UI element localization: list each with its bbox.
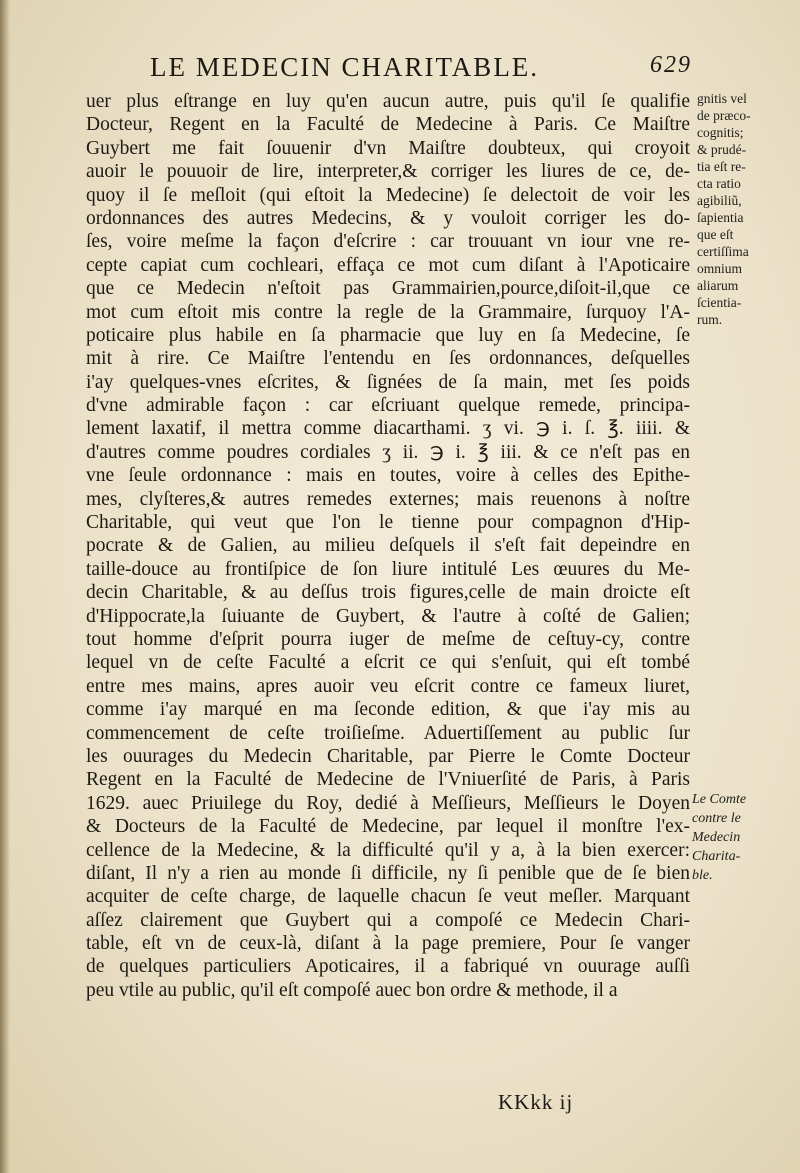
- text-line: ſes, voire meſme la façon d'eſcrire : car trouuant vn iour vne re-: [86, 231, 690, 253]
- margin-line: tia eſt re-: [697, 159, 746, 174]
- margin-line: ſapientia: [697, 210, 744, 225]
- main-text-block: [86, 90, 690, 1002]
- marginal-note-latin: [697, 90, 797, 328]
- margin-line: omnium: [697, 261, 743, 276]
- text-line: auoir le pouuoir de lire, interpreter,& corriger les liures de ce, de-: [86, 161, 690, 183]
- text-line: vne ſeule ordonnance : mais en toutes, voire à celles des Epithe-: [86, 465, 690, 487]
- text-line: pocrate & de Galien, au milieu deſquels il s'eſt fait depeindre en: [86, 535, 690, 557]
- text-line: peu vtile au public, qu'il eſt compoſé auec bon ordre & methode, il a: [86, 979, 618, 1001]
- text-line: diſant, Il n'y a rien au monde ſi difficile, ny ſi penible que de ſe bien: [86, 862, 690, 884]
- text-line: lement laxatif, il mettra comme diacarthami. ʒ vi. ℈ i. ſ. ℥. iiii. &: [86, 418, 690, 440]
- margin-line: ſcientia-: [697, 295, 742, 310]
- margin-line: certiſſima: [697, 244, 749, 259]
- text-line: cepte capiat cum cochleari, effaça ce mot cum diſant à l'Apoticaire: [86, 254, 690, 276]
- margin-line: cognitis;: [697, 125, 744, 140]
- text-line: i'ay quelques-vnes eſcrites, & ſignées de ſa main, met ſes poids: [86, 371, 690, 393]
- text-line: tout homme d'eſprit pourra iuger de meſme de ceſtuy-cy, contre: [86, 628, 690, 650]
- text-line: ordonnances des autres Medecins, & y vouloit corriger les do-: [86, 207, 690, 229]
- signature-mark: KKkk ij: [498, 1090, 574, 1114]
- text-line: mit à rire. Ce Maiſtre l'entendu en ſes ordonnances, deſquelles: [86, 348, 690, 370]
- text-line: poticaire plus habile en ſa pharmacie que luy en ſa Medecine, ſe: [86, 324, 690, 346]
- margin-line: que eſt: [697, 227, 734, 242]
- text-line: quoy il ſe meſloit (qui eſtoit la Medecine) ſe delectoit de voir les: [86, 184, 690, 206]
- margin-line: gnitis vel: [697, 91, 747, 106]
- text-line: & Docteurs de la Faculté de Medecine, par lequel il monſtre l'ex-: [86, 816, 690, 838]
- text-line: aſſez clairement que Guybert qui a compoſé ce Medecin Chari-: [86, 909, 690, 931]
- text-line: mes, clyſteres,& autres remedes externes; mais reuenons à noſtre: [86, 488, 690, 510]
- page-spine-shadow: [0, 0, 10, 1173]
- margin-line: de præco-: [697, 108, 751, 123]
- running-header: [150, 52, 710, 88]
- text-line: Regent en la Faculté de Medecine de l'Vniuerſité de Paris, à Paris: [86, 769, 690, 791]
- text-line: d'autres comme poudres cordiales ʒ ii. ℈ i. ℥ iii. & ce n'eſt pas en: [86, 441, 690, 463]
- text-line: acquiter de ceſte charge, de laquelle chacun ſe veut meſler. Marquant: [86, 886, 690, 908]
- margin-line: cta ratio: [697, 176, 741, 191]
- text-line: 1629. auec Priuilege du Roy, dedié à Meſſieurs, Meſſieurs le Doyen: [86, 792, 690, 814]
- text-line: mot cum eſtoit mis contre la regle de la Grammaire, ſurquoy l'A-: [86, 301, 690, 323]
- margin-line: contre le: [692, 811, 741, 826]
- text-line: d'vne admirable façon : car eſcriuant quelque remede, principa-: [86, 395, 690, 417]
- text-line: Charitable, qui veut que l'on le tienne pour compagnon d'Hip-: [86, 512, 690, 534]
- margin-line: Charita-: [692, 849, 741, 864]
- margin-line: ble.: [692, 868, 713, 883]
- text-line: les ouurages du Medecin Charitable, par Pierre le Comte Docteur: [86, 745, 690, 767]
- text-line: entre mes mains, apres auoir veu eſcrit contre ce fameux liuret,: [86, 675, 690, 697]
- text-line: d'Hippocrate,la ſuiuante de Guybert, & l'autre à coſté de Galien;: [86, 605, 690, 627]
- margin-line: Medecin: [692, 830, 741, 845]
- text-line: comme i'ay marqué en ma ſeconde edition, & que i'ay mis au: [86, 699, 690, 721]
- text-line: cellence de la Medecine, & la difficulté qu'il y a, à la bien exercer:: [86, 839, 690, 861]
- text-line: taille-douce au frontiſpice de ſon liure intitulé Les œuures du Me-: [86, 558, 690, 580]
- marginal-note-le-comte: [692, 790, 797, 885]
- margin-line: Le Comte: [692, 792, 747, 807]
- text-line: Docteur, Regent en la Faculté de Medecine à Paris. Ce Maiſtre: [86, 114, 690, 136]
- text-line: que ce Medecin n'eſtoit pas Grammairien,pource,diſoit-il,que ce: [86, 278, 690, 300]
- text-line: Guybert me fait ſouuenir d'vn Maiſtre doubteux, qui croyoit: [86, 137, 690, 159]
- margin-line: rum.: [697, 312, 723, 327]
- text-line: table, eſt vn de ceux-là, diſant à la page premiere, Pour ſe vanger: [86, 933, 690, 955]
- margin-line: aliarum: [697, 278, 739, 293]
- text-line: de quelques particuliers Apoticaires, il a fabriqué vn ouurage auſſi: [86, 956, 690, 978]
- text-line: lequel vn de ceſte Faculté a eſcrit ce qui s'enſuit, qui eſt tombé: [86, 652, 690, 674]
- text-line: commencement de ceſte troiſieſme. Aduertiſſement au public ſur: [86, 722, 690, 744]
- running-title: LE MEDECIN CHARITABLE.: [150, 52, 540, 82]
- text-line: decin Charitable, & au deſſus trois figures,celle de main droicte eſt: [86, 582, 690, 604]
- text-line: uer plus eſtrange en luy qu'en aucun autre, puis qu'il ſe qualifie: [86, 91, 690, 112]
- margin-line: & prudé-: [697, 142, 747, 157]
- margin-line: agibiliũ,: [697, 193, 742, 208]
- page-number: 629: [650, 52, 692, 78]
